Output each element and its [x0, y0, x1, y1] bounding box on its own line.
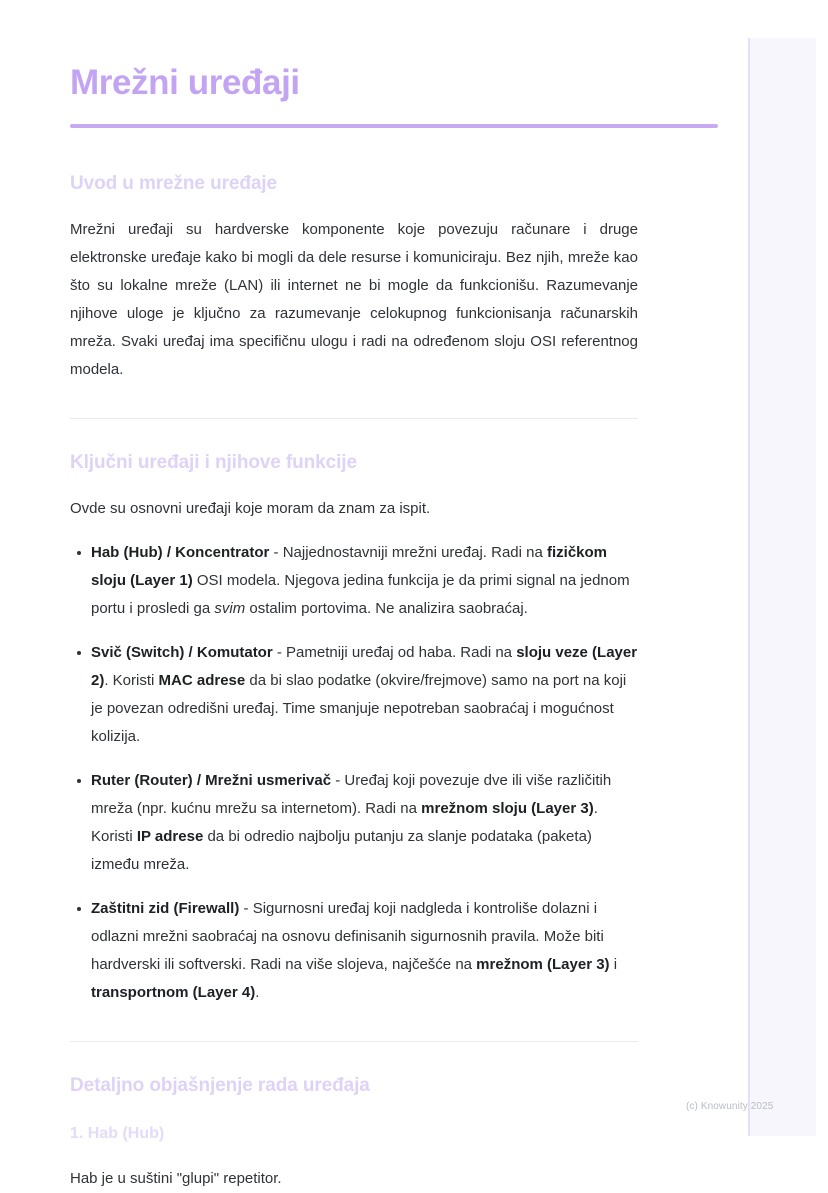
- device-term: Svič (Switch) / Komutator: [91, 643, 273, 661]
- list-item: [70, 639, 638, 751]
- device-text-1: Uređaj koji povezuje dve ili više različitih mreža (npr. kućnu mrežu sa internetom). Radi na: [91, 771, 612, 817]
- device-strong-2: MAC adrese: [158, 671, 246, 689]
- device-text-2: i: [609, 955, 618, 973]
- device-term: Zaštitni zid (Firewall): [91, 899, 240, 917]
- device-term: Ruter (Router) / Mrežni usmerivač: [91, 771, 332, 789]
- device-strong-1: sloju veze (Layer 2): [91, 643, 638, 689]
- page-title: Mrežni uređaji: [70, 63, 300, 102]
- device-text-3: da bi odredio najbolju putanju za slanje podataka (paketa) između mreža.: [91, 827, 592, 873]
- subsection-paragraph-hab: Hab je u suštini "glupi" repetitor.: [70, 1170, 282, 1188]
- device-strong-2: transportnom (Layer 4): [91, 983, 256, 1001]
- device-strong-1: mrežnom (Layer 3): [476, 955, 610, 973]
- device-text-2: . Koristi: [91, 799, 598, 845]
- device-dash: -: [331, 771, 345, 789]
- list-item: [70, 539, 638, 623]
- device-dash: -: [269, 543, 283, 561]
- device-term: Hab (Hub) / Koncentrator: [91, 543, 270, 561]
- section-heading-kljucni-uredjaji: Ključni uređaji i njihove funkcije: [70, 451, 357, 473]
- section-heading-detaljno: Detaljno objašnjenje rada uređaja: [70, 1074, 370, 1096]
- device-strong-1: fizičkom sloju (Layer 1): [91, 543, 608, 589]
- section-heading-uvod: Uvod u mrežne uređaje: [70, 173, 277, 195]
- device-strong-2: IP adrese: [136, 827, 204, 845]
- section-intro-kljucni-uredjaji: Ovde su osnovni uređaji koje moram da znam za ispit.: [70, 499, 431, 517]
- device-italic: svim: [214, 599, 246, 617]
- list-item: [70, 895, 638, 1007]
- device-text-2: . Koristi: [104, 671, 159, 689]
- device-dash: -: [239, 899, 253, 917]
- subsection-heading-hab: 1. Hab (Hub): [70, 1125, 165, 1143]
- device-strong-1: mrežnom sloju (Layer 3): [421, 799, 594, 817]
- device-text-3: da bi slao podatke (okvire/frejmove) samo na port na koji je povezan odredišni uređaj. Time smanjuje nepotreban saobraćaj i mogućnost kolizija.: [91, 671, 627, 745]
- section-paragraph-uvod: Mrežni uređaji su hardverske komponente koje povezuju računare i druge elektronske uređaje kako bi mogli da dele resurse i komuniciraju. Bez njih, mreže kao što su lokalne mreže (LAN) ili internet ne bi mogle da funkcionišu. Razumevanje njihove uloge je ključno za razumevanje celokupnog funkcionisanja računarskih mreža. Svaki uređaj ima specifičnu ulogu i radi na određenom sloju OSI referentnog modela.: [70, 220, 638, 378]
- device-dash: -: [272, 643, 287, 661]
- device-list: [70, 539, 638, 1007]
- copyright-watermark: (c) Knowunity 2025: [686, 1101, 774, 1112]
- device-text-1: Sigurnosni uređaj koji nadgleda i kontroliše dolazni i odlazni mrežni saobraćaj na osnovu definisanih sigurnosnih pravila. Može biti hardverski ili softverski. Radi na više slojeva, najčešće na: [91, 899, 604, 973]
- device-text-2: OSI modela. Njegova jedina funkcija je da primi signal na jednom portu i prosledi ga: [91, 571, 630, 617]
- device-text-1: Pametniji uređaj od haba. Radi na: [286, 643, 517, 661]
- document-content: [70, 0, 638, 1193]
- device-text-3: .: [255, 983, 260, 1001]
- list-item: [70, 767, 638, 879]
- device-text-1: Najjednostavniji mrežni uređaj. Radi na: [282, 543, 547, 561]
- device-text-3: ostalim portovima. Ne analizira saobraćaj.: [245, 599, 528, 617]
- right-edge-panel: [748, 38, 816, 1136]
